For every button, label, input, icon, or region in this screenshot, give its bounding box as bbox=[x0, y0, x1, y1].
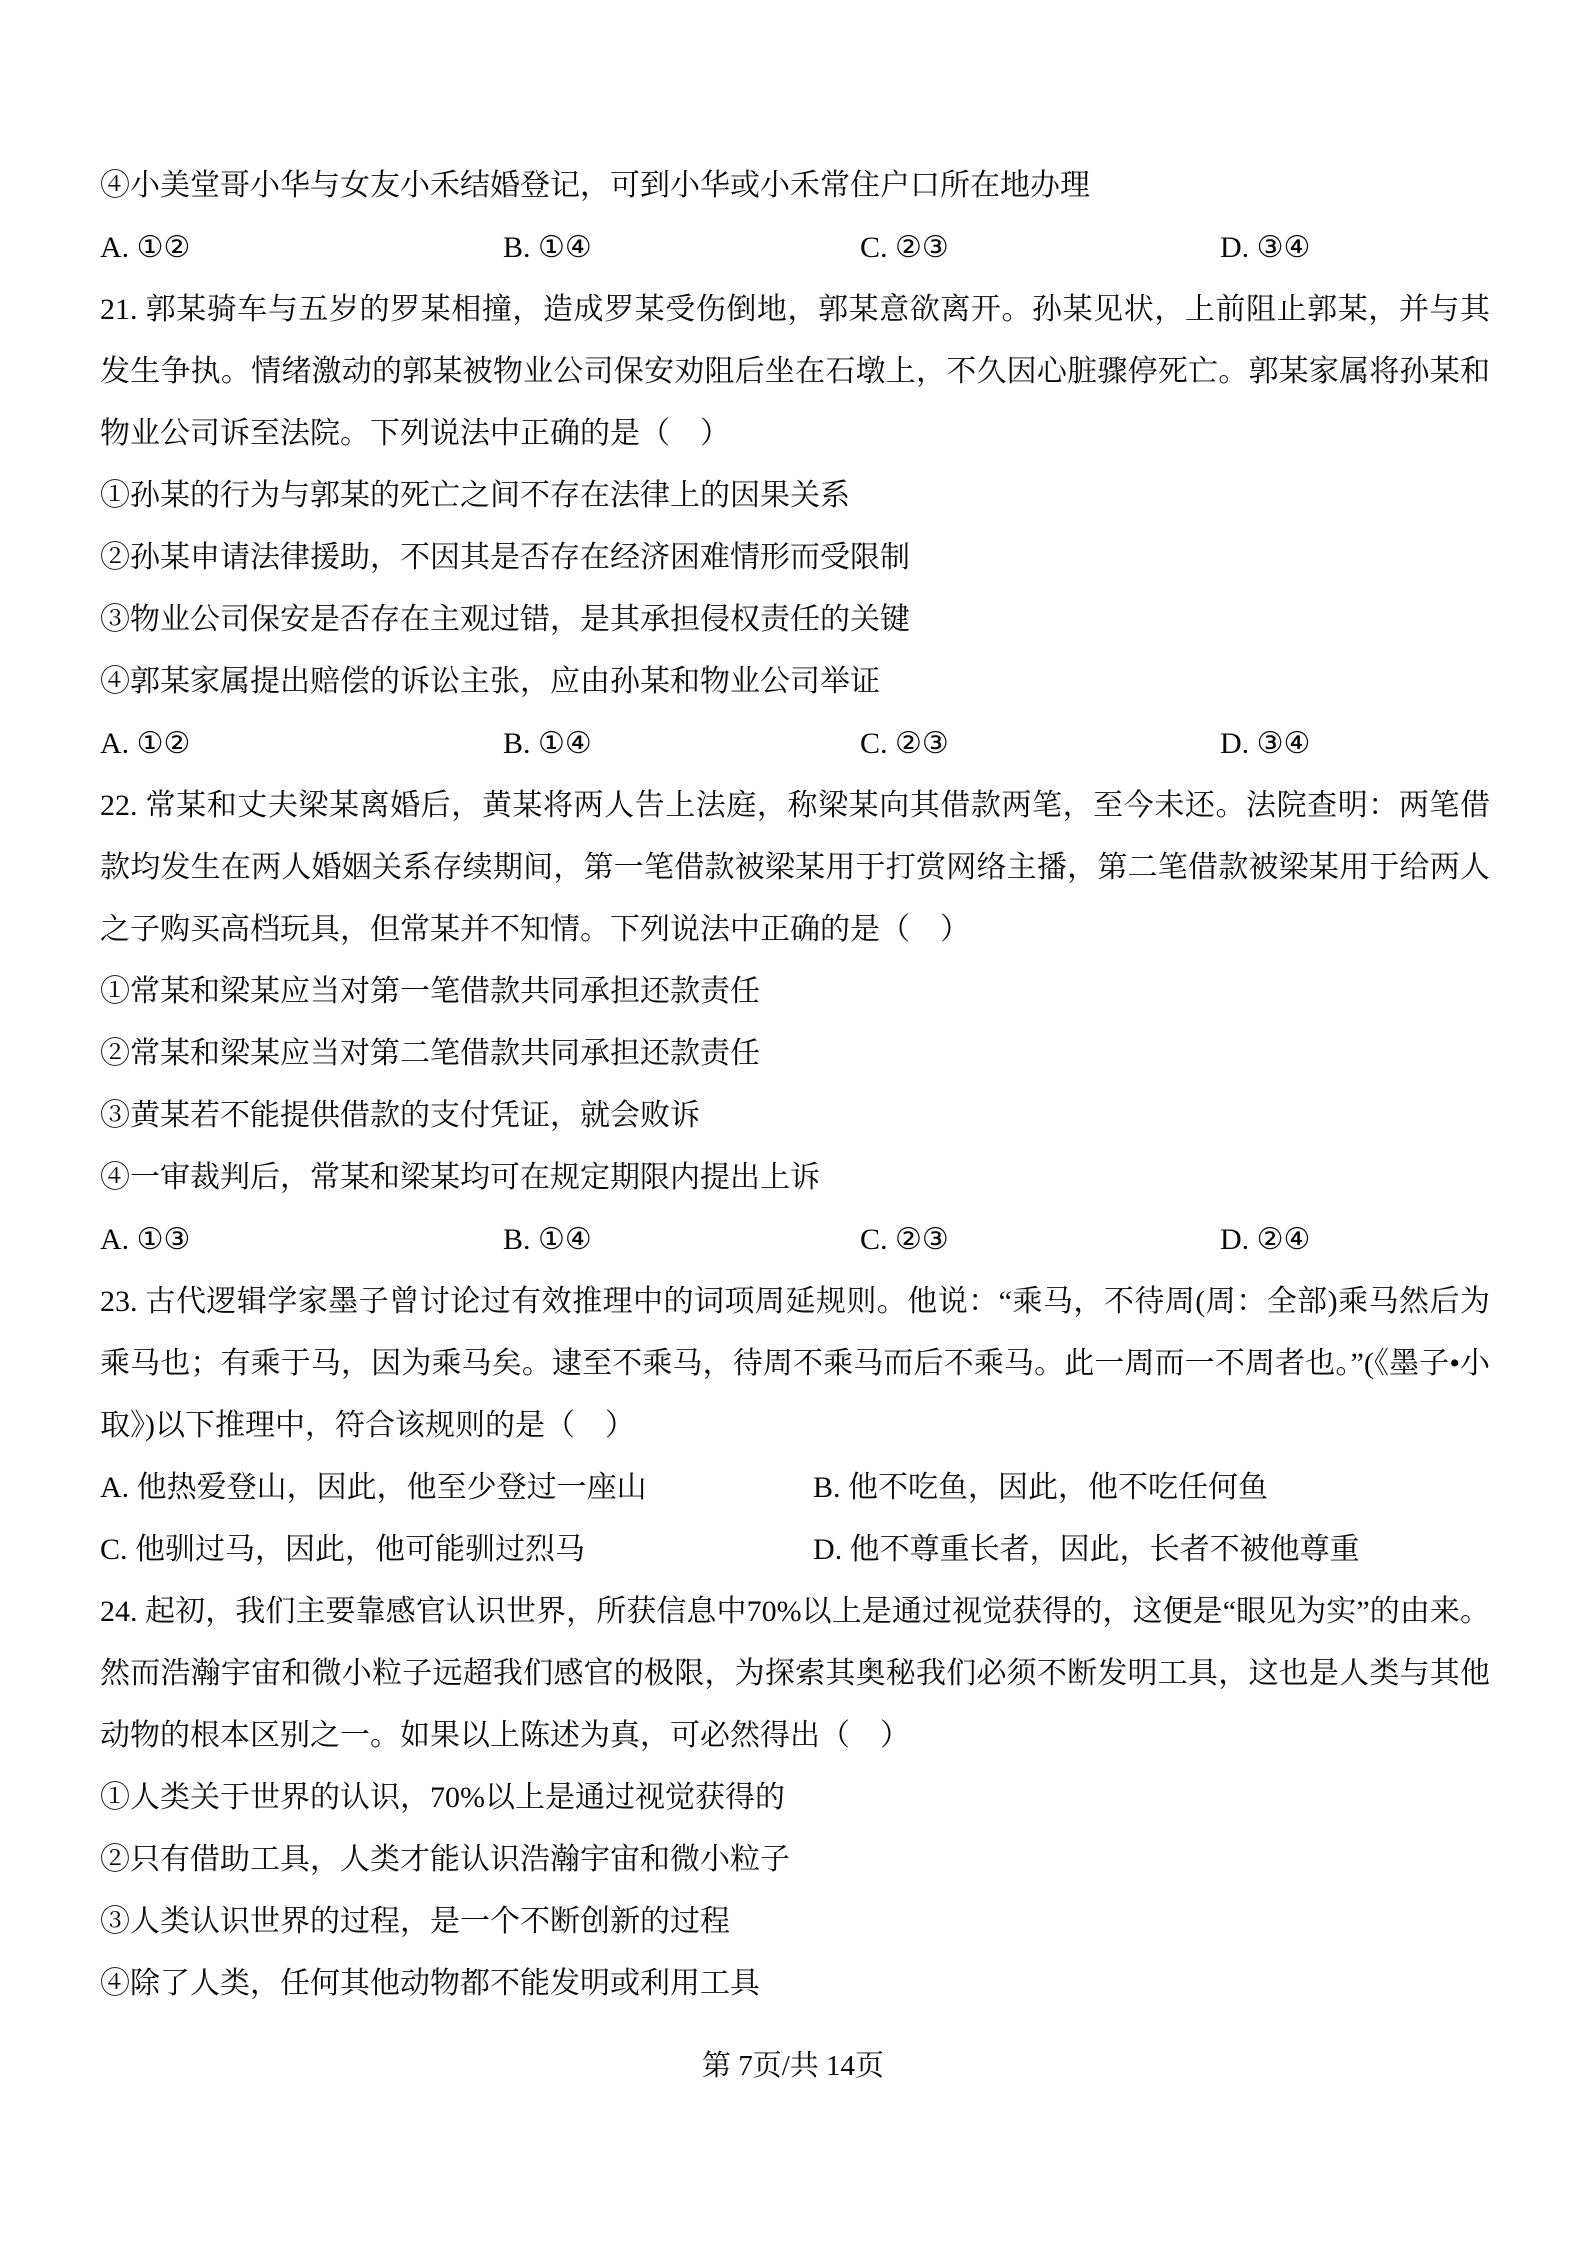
page-number: 第 7页/共 14页 bbox=[701, 2050, 885, 2082]
question-24-item-2: ②只有借助工具，人类才能认识浩瀚宇宙和微小粒子 bbox=[100, 1843, 790, 1876]
question-22-item-1: ①常某和梁某应当对第一笔借款共同承担还款责任 bbox=[100, 975, 760, 1008]
choice-b: B. ①④ bbox=[503, 231, 592, 264]
carryover-item-4: ④小美堂哥小华与女友小禾结婚登记，可到小华或小禾常住户口所在地办理 bbox=[100, 169, 1090, 202]
question-22-stem: 22. 常某和丈夫梁某离婚后，黄某将两人告上法庭，称梁某向其借款两笔，至今未还。法院查明：两笔借款均发生在两人婚姻关系存续期间，第一笔借款被梁某用于打赏网络主播，第二笔借款被梁某用于给两人之子购买高档玩具，但常某并不知情。下列说法中正确的是（ ） bbox=[100, 789, 1490, 946]
choice-d: D. 他不尊重长者，因此，长者不被他尊重 bbox=[813, 1533, 1360, 1566]
question-23-stem: 23. 古代逻辑学家墨子曾讨论过有效推理中的词项周延规则。他说：“乘马，不待周(周：全部)乘马然后为乘马也；有乘于马，因为乘马矣。逮至不乘马，待周不乘马而后不乘马。此一周而一不周者也。”(《墨子•小取》)以下推理中，符合该规则的是（ ） bbox=[100, 1285, 1490, 1442]
choice-c: C. ②③ bbox=[860, 727, 949, 760]
question-22-item-3: ③黄某若不能提供借款的支付凭证，就会败诉 bbox=[100, 1099, 700, 1132]
choice-c: C. ②③ bbox=[860, 231, 949, 264]
choice-d: D. ③④ bbox=[1220, 231, 1311, 264]
question-24-item-3: ③人类认识世界的过程，是一个不断创新的过程 bbox=[100, 1905, 730, 1938]
question-22-item-2: ②常某和梁某应当对第二笔借款共同承担还款责任 bbox=[100, 1037, 760, 1070]
question-24-stem: 24. 起初，我们主要靠感官认识世界，所获信息中70%以上是通过视觉获得的，这便是“眼见为实”的由来。然而浩瀚宇宙和微小粒子远超我们感官的极限，为探索其奥秘我们必须不断发明工具，这也是人类与其他动物的根本区别之一。如果以上陈述为真，可必然得出（ ） bbox=[100, 1595, 1490, 1752]
choice-c: C. ②③ bbox=[860, 1223, 949, 1256]
question-24-item-1: ①人类关于世界的认识，70%以上是通过视觉获得的 bbox=[100, 1781, 785, 1814]
question-23-choice-row-2 bbox=[100, 1519, 1490, 1581]
question-21-stem: 21. 郭某骑车与五岁的罗某相撞，造成罗某受伤倒地，郭某意欲离开。孙某见状，上前阻止郭某，并与其发生争执。情绪激动的郭某被物业公司保安劝阻后坐在石墩上，不久因心脏骤停死亡。郭某家属将孙某和物业公司诉至法院。下列说法中正确的是（ ） bbox=[100, 293, 1490, 450]
choice-b: B. ①④ bbox=[503, 1223, 592, 1256]
question-21-item-1: ①孙某的行为与郭某的死亡之间不存在法律上的因果关系 bbox=[100, 479, 850, 512]
question-21-item-4: ④郭某家属提出赔偿的诉讼主张，应由孙某和物业公司举证 bbox=[100, 665, 880, 698]
choice-b: B. 他不吃鱼，因此，他不吃任何鱼 bbox=[813, 1471, 1269, 1504]
question-21-choice-row bbox=[100, 713, 1490, 775]
carryover-choice-row bbox=[100, 217, 1490, 279]
choice-a: A. 他热爱登山，因此，他至少登过一座山 bbox=[100, 1471, 647, 1504]
question-23-choice-row-1 bbox=[100, 1457, 1490, 1519]
question-22-item-4: ④一审裁判后，常某和梁某均可在规定期限内提出上诉 bbox=[100, 1161, 820, 1194]
choice-a: A. ①② bbox=[100, 727, 191, 760]
question-21-item-2: ②孙某申请法律援助，不因其是否存在经济困难情形而受限制 bbox=[100, 541, 910, 574]
question-21-item-3: ③物业公司保安是否存在主观过错，是其承担侵权责任的关键 bbox=[100, 603, 910, 636]
choice-c: C. 他驯过马，因此，他可能驯过烈马 bbox=[100, 1533, 586, 1566]
choice-d: D. ②④ bbox=[1220, 1223, 1311, 1256]
choice-d: D. ③④ bbox=[1220, 727, 1311, 760]
choice-a: A. ①② bbox=[100, 231, 191, 264]
question-24-item-4: ④除了人类，任何其他动物都不能发明或利用工具 bbox=[100, 1967, 760, 2000]
choice-b: B. ①④ bbox=[503, 727, 592, 760]
choice-a: A. ①③ bbox=[100, 1223, 191, 1256]
question-22-choice-row bbox=[100, 1209, 1490, 1271]
